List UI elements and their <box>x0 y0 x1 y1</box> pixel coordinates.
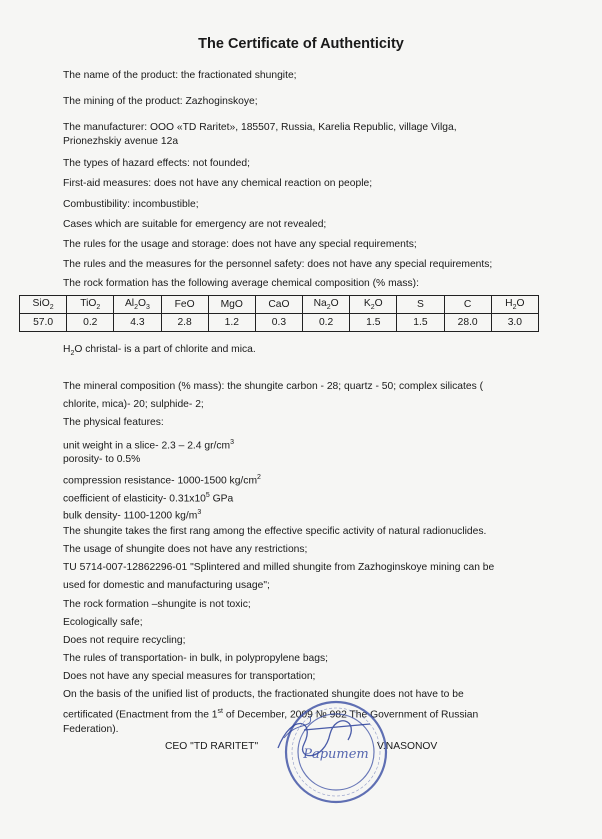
feature-text: porosity- to 0.5% <box>63 454 141 465</box>
formula-base: MgO <box>220 299 243 310</box>
physical-feature <box>63 506 201 522</box>
physical-title: The physical features: <box>63 417 164 428</box>
table-cell: 2.8 <box>161 314 208 332</box>
feature-exponent: 5 <box>205 492 210 499</box>
table-header-cell <box>20 296 67 314</box>
text-line: The name of the product: the fractionated shungite; <box>63 70 297 81</box>
formula-tail: O <box>330 297 339 309</box>
table-header-cell <box>255 296 302 314</box>
company-stamp <box>264 690 396 808</box>
formula-tail: O <box>374 297 383 309</box>
mineral-line-1: The mineral composition (% mass): the shungite carbon - 28; quartz - 50; complex silicates ( <box>63 381 484 392</box>
table-cell: 1.5 <box>397 314 444 332</box>
text-line: The rules of transportation- in bulk, in polypropylene bags; <box>63 653 329 664</box>
text-line: Cases which are suitable for emergency are not revealed; <box>63 219 327 230</box>
federation-line: Federation). <box>63 724 119 735</box>
text-line: On the basis of the unified list of products, the fractionated shungite does not have to be <box>63 689 464 700</box>
table-row <box>20 314 539 332</box>
table-header-cell <box>161 296 208 314</box>
formula-base: FeO <box>174 299 195 310</box>
formula-tail: O <box>516 297 525 309</box>
ceo-label: CEO "TD RARITET" <box>165 741 259 752</box>
text-line: Ecologically safe; <box>63 617 143 628</box>
table-header-cell <box>350 296 397 314</box>
stamp-name: Раритет <box>303 747 369 762</box>
table-header-cell <box>114 296 161 314</box>
formula-base: S <box>417 299 424 310</box>
table-header-cell <box>444 296 491 314</box>
table-cell: 1.2 <box>208 314 255 332</box>
text-line: Does not have any special measures for transportation; <box>63 671 316 682</box>
formula-sub: 2 <box>49 304 54 312</box>
text-line: The mining of the product: Zazhoginskoye; <box>63 96 258 107</box>
formula-base: TiO <box>80 297 97 309</box>
signer-name: V.NASONOV <box>377 741 438 752</box>
formula-sub: 2 <box>326 304 331 312</box>
formula-sub: 2 <box>96 304 101 312</box>
text-line: Prionezhskiy avenue 12a <box>63 136 179 147</box>
table-cell: 0.2 <box>67 314 114 332</box>
feature-text: bulk density- 1100-1200 kg/m <box>63 510 198 522</box>
physical-feature <box>63 489 233 505</box>
formula-base: Al <box>124 297 135 309</box>
formula-sub: 3 <box>146 304 150 312</box>
feature-unit: GPa <box>209 493 234 505</box>
formula-base: C <box>463 299 472 310</box>
text-line: TU 5714-007-12862296-01 "Splintered and milled shungite from Zazhoginskoye mining can be <box>63 562 495 573</box>
table-cell: 4.3 <box>114 314 161 332</box>
text-line: The rules and the measures for the personnel safety: does not have any special requirements; <box>63 259 493 270</box>
formula-sub: 2 <box>512 304 517 312</box>
text-line: Combustibility: incombustible; <box>63 199 199 210</box>
feature-text: coefficient of elasticity- 0.31x10 <box>63 493 206 505</box>
feature-exponent: 2 <box>257 474 261 481</box>
formula-tail: O <box>138 297 147 309</box>
table-header-cell <box>397 296 444 314</box>
table-header-cell <box>491 296 538 314</box>
text-line: The rock formation has the following average chemical composition (% mass): <box>63 278 419 289</box>
feature-text: compression resistance- 1000-1500 kg/cm <box>63 475 258 487</box>
page-title: The Certificate of Authenticity <box>198 36 404 52</box>
formula-sub: 2 <box>370 304 375 312</box>
table-cell: 28.0 <box>444 314 491 332</box>
text-line: The rock formation –shungite is not toxic; <box>63 599 251 610</box>
h2o-note: $H_2O$ christal- is a part of chlorite and mica. <box>63 344 256 358</box>
feature-text: unit weight in a slice- 2.3 – 2.4 gr/cm <box>63 440 231 452</box>
physical-feature <box>63 453 140 466</box>
physical-feature <box>63 436 234 452</box>
text-line: The manufacturer: OOO «TD Raritet», 185507, Russia, Karelia Republic, village Vilga, <box>63 122 457 133</box>
feature-exponent: 3 <box>197 509 202 516</box>
table-cell: 3.0 <box>491 314 538 332</box>
certification-line: certificated (Enactment from the 1st of December, 2009 № 982 The Government of Russian <box>63 708 479 721</box>
text-line: Does not require recycling; <box>63 635 186 646</box>
formula-base: H <box>505 297 513 309</box>
text-line: used for domestic and manufacturing usage"; <box>63 580 270 591</box>
text-line: First-aid measures: does not have any chemical reaction on people; <box>63 178 373 189</box>
mineral-line-2: chlorite, mica)- 20; sulphide- 2; <box>63 399 204 410</box>
table-header-cell <box>208 296 255 314</box>
composition-table <box>19 295 539 332</box>
text-line: The types of hazard effects: not founded; <box>63 158 250 169</box>
feature-exponent: 3 <box>230 439 235 446</box>
table-cell: 0.2 <box>303 314 350 332</box>
formula-base: CaO <box>268 299 290 310</box>
formula-sub: 2 <box>134 304 138 312</box>
text-line: The shungite takes the first rang among the effective specific activity of natural radionuclides. <box>63 526 487 537</box>
table-header-row <box>20 296 539 314</box>
table-cell: 1.5 <box>350 314 397 332</box>
table-cell: 0.3 <box>255 314 302 332</box>
table-cell: 57.0 <box>20 314 67 332</box>
text-line: The usage of shungite does not have any restrictions; <box>63 544 308 555</box>
text-line: The rules for the usage and storage: does not have any special requirements; <box>63 239 417 250</box>
formula-base: SiO <box>32 297 50 309</box>
table-header-cell <box>67 296 114 314</box>
formula-base: Na <box>313 297 327 309</box>
physical-feature <box>63 471 261 487</box>
formula-base: K <box>363 297 371 309</box>
table-header-cell <box>303 296 350 314</box>
